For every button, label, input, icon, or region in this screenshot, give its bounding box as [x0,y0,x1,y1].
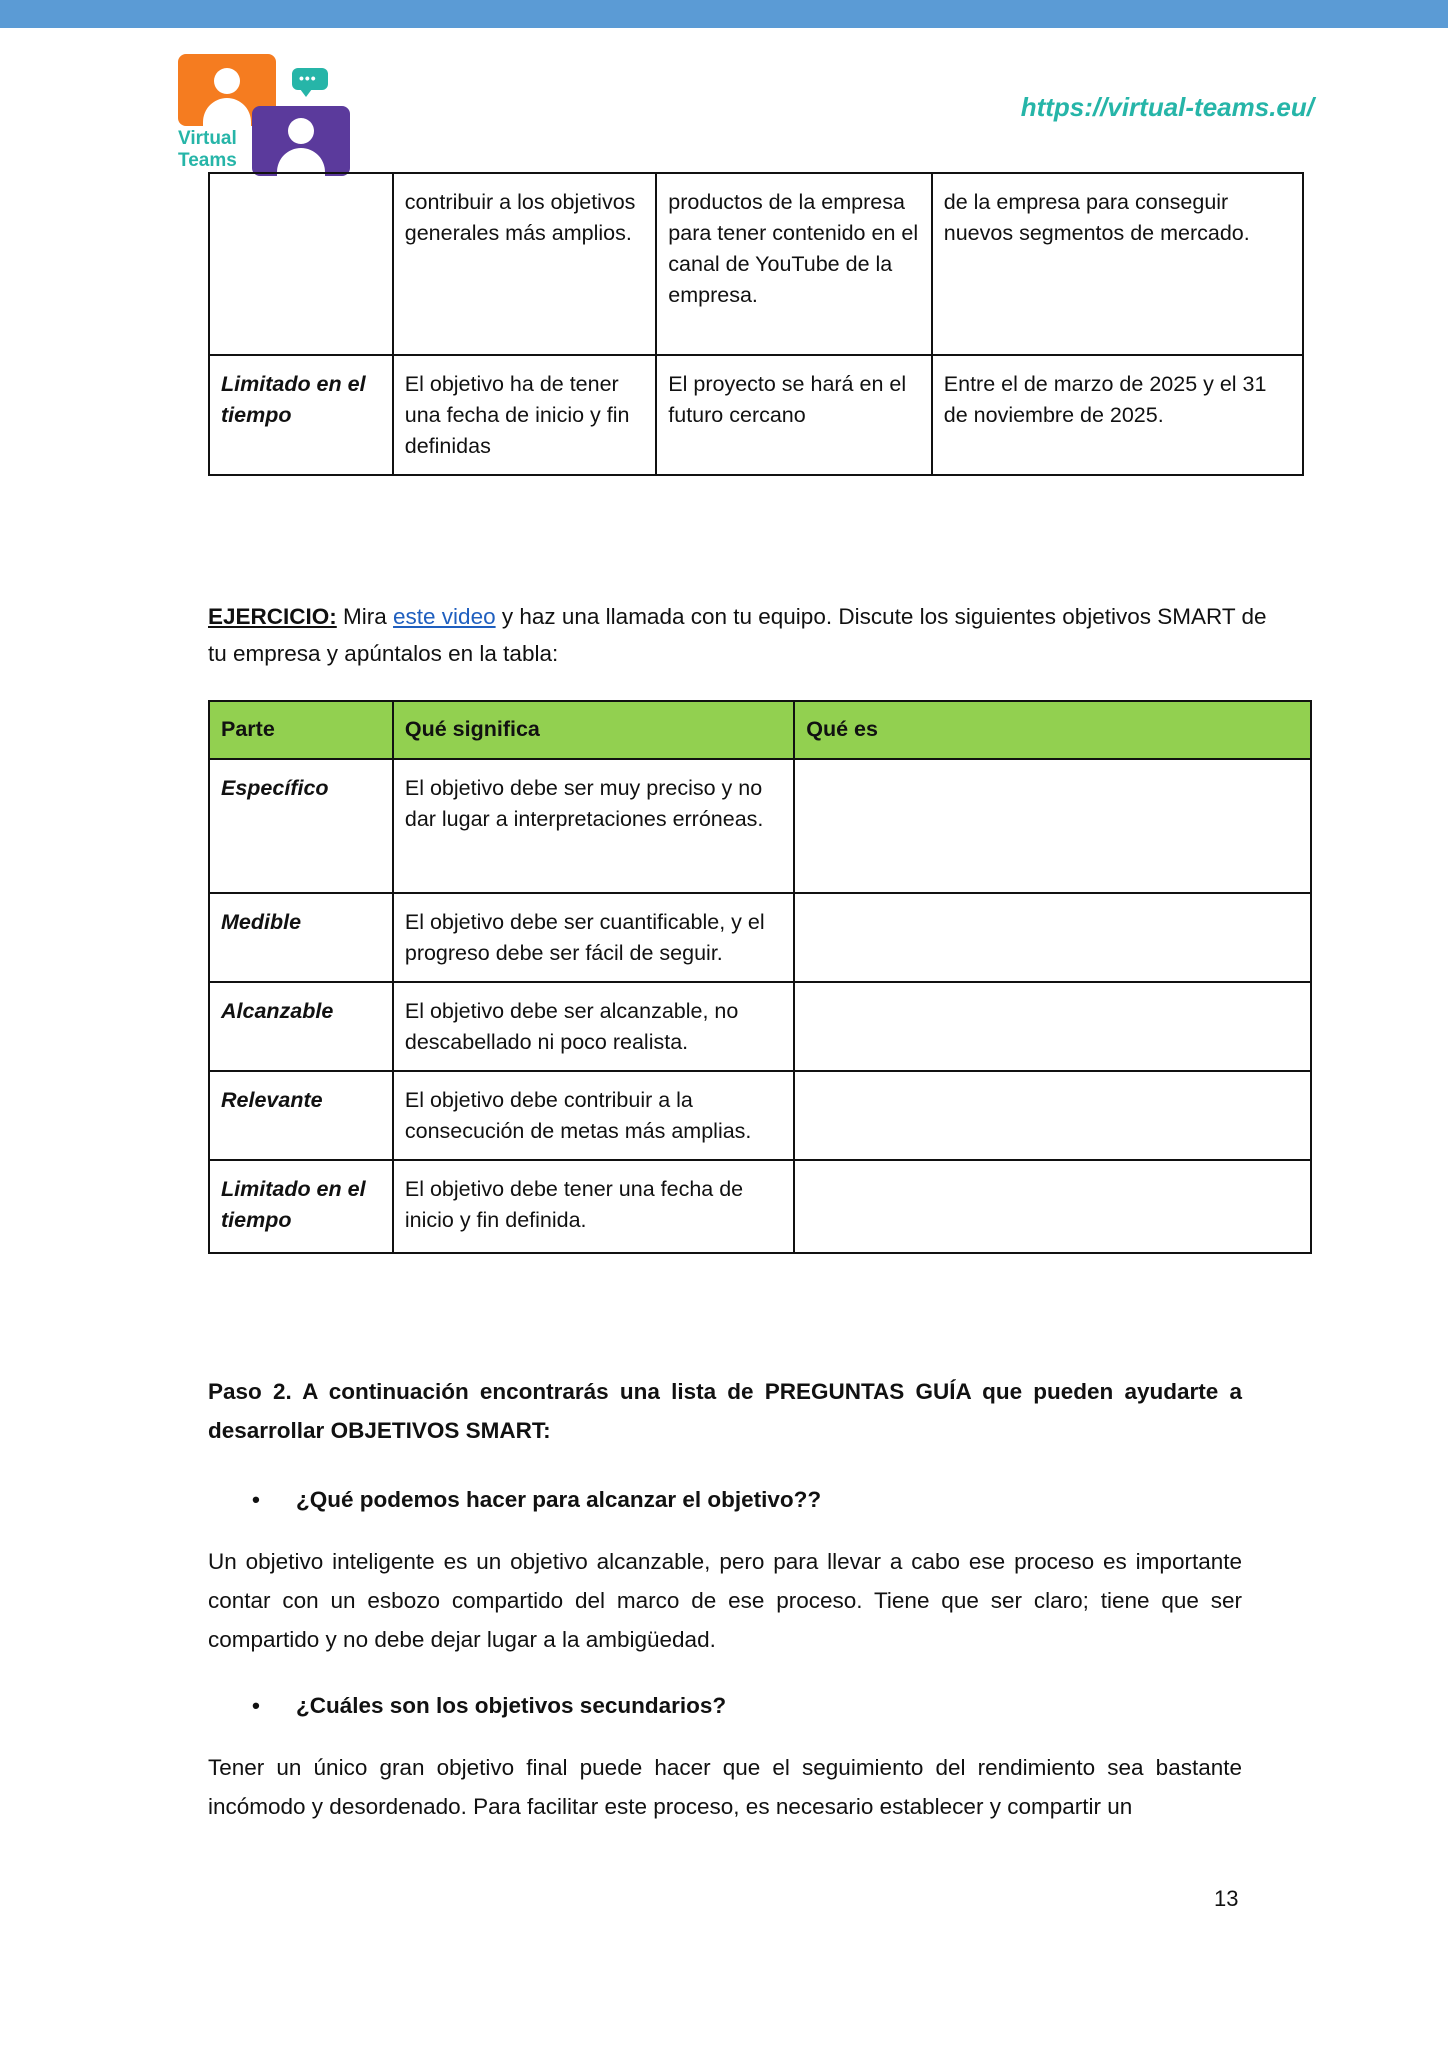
example-cell: El proyecto se hará en el futuro cercano [656,355,931,475]
part-cell: Medible [209,893,393,982]
example-cell: de la empresa para conseguir nuevos segmentos de mercado. [932,173,1303,355]
video-link[interactable]: este video [393,604,496,629]
table-row [209,355,1303,475]
part-cell: Específico [209,759,393,893]
part-cell: Limitado en el tiempo [209,1160,393,1253]
answer-cell[interactable] [794,982,1311,1071]
logo-text: Virtual Teams [178,128,237,171]
table-row [209,1160,1311,1253]
body-paragraph: Un objetivo inteligente es un objetivo alcanzable, pero para llevar a cabo ese proceso es importante contar con un esbozo compartido del marco de ese proceso. Tiene que ser claro; tiene que ser compartido y no debe dejar lugar a la ambigüedad. [208,1549,1242,1652]
exercise-label: EJERCICIO: [208,604,337,629]
bullet-dot-icon: • [252,1693,260,1718]
part-cell: Alcanzable [209,982,393,1071]
smart-exercise-table [208,700,1312,1254]
example-cell: Entre el de marzo de 2025 y el 31 de noviembre de 2025. [932,355,1303,475]
column-header: Qué es [794,701,1311,759]
table-row [209,1071,1311,1160]
table-row [209,893,1311,982]
answer-cell[interactable] [794,1160,1311,1253]
column-header: Qué significa [393,701,794,759]
meaning-cell: El objetivo debe ser alcanzable, no descabellado ni poco realista. [393,982,794,1071]
bullet-dot-icon: • [252,1487,260,1512]
answer-cell[interactable] [794,1071,1311,1160]
meaning-cell: El objetivo debe contribuir a la consecución de metas más amplias. [393,1071,794,1160]
meaning-cell: El objetivo debe ser cuantificable, y el progreso debe ser fácil de seguir. [393,893,794,982]
table-row [209,173,1303,355]
meaning-cell: El objetivo debe tener una fecha de inicio y fin definida. [393,1160,794,1253]
bullet-question: • ¿Cuáles son los objetivos secundarios? [252,1686,726,1725]
answer-cell[interactable] [794,759,1311,893]
site-url[interactable]: https://virtual-teams.eu/ [1020,92,1314,122]
table-row [209,982,1311,1071]
exercise-instructions: EJERCICIO: Mira este video y haz una llamada con tu equipo. Discute los siguientes objetivos SMART de tu empresa y apúntalos en la tabla: [208,604,1267,666]
page-number: 13 [1214,1886,1239,1911]
table-header-row [209,701,1311,759]
criterion-cell [209,173,393,355]
chat-bubble-icon: ••• [292,68,328,90]
example-cell: productos de la empresa para tener contenido en el canal de YouTube de la empresa. [656,173,931,355]
top-color-bar [0,0,1448,28]
meaning-cell: contribuir a los objetivos generales más amplios. [393,173,657,355]
answer-cell[interactable] [794,893,1311,982]
part-cell: Relevante [209,1071,393,1160]
criterion-cell: Limitado en el tiempo [209,355,393,475]
smart-example-table-continued [208,172,1304,476]
body-paragraph: Tener un único gran objetivo final puede hacer que el seguimiento del rendimiento sea bastante incómodo y desordenado. Para facilitar este proceso, es necesario establecer y compartir un [208,1755,1242,1819]
virtual-teams-logo [176,52,356,178]
table-row [209,759,1311,893]
person-icon-purple [252,106,350,176]
bullet-question: • ¿Qué podemos hacer para alcanzar el objetivo?? [252,1480,821,1519]
meaning-cell: El objetivo debe ser muy preciso y no dar lugar a interpretaciones erróneas. [393,759,794,893]
meaning-cell: El objetivo ha de tener una fecha de inicio y fin definidas [393,355,657,475]
column-header: Parte [209,701,393,759]
step2-heading: Paso 2. A continuación encontrarás una lista de PREGUNTAS GUÍA que pueden ayudarte a desarrollar OBJETIVOS SMART: [208,1379,1242,1443]
